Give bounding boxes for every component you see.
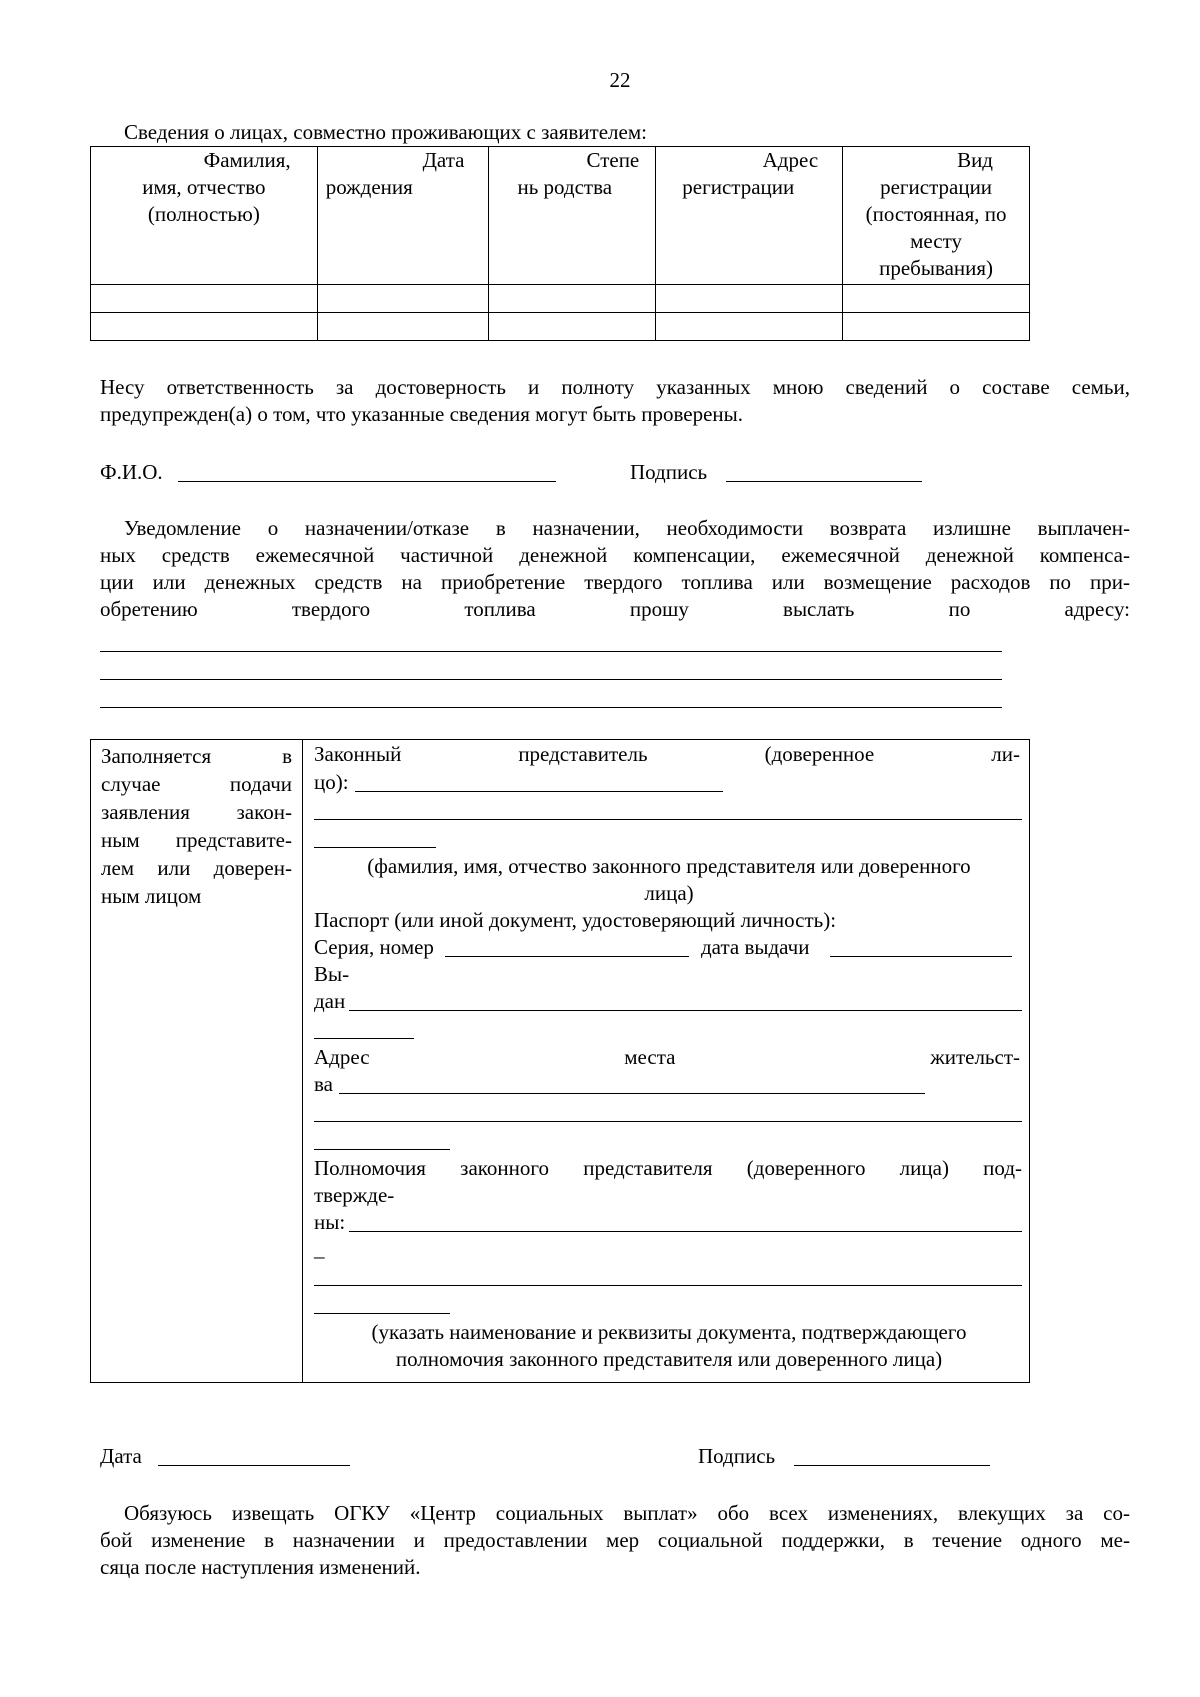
- header-address-l2: регистрации: [682, 175, 795, 199]
- cohabitants-table: [90, 146, 1030, 341]
- rep-line-1: [314, 742, 1020, 767]
- address-field-1[interactable]: [100, 651, 1002, 652]
- address-line-2: ва: [314, 1072, 333, 1096]
- header-birthdate: [317, 147, 489, 285]
- fio-field[interactable]: [178, 481, 556, 482]
- rep-address-field-1[interactable]: [339, 1093, 925, 1094]
- header-birthdate-l1: Дата: [422, 148, 465, 172]
- table-cell[interactable]: [91, 313, 318, 341]
- table-header-row: [91, 147, 1030, 285]
- representative-fields: [303, 740, 1029, 1382]
- rep-note-line: Заполняется в: [101, 744, 292, 768]
- rep-note-line: ным лицом: [101, 884, 202, 908]
- rep-note-line: ным представите-: [101, 828, 292, 852]
- table-cell[interactable]: [489, 313, 656, 341]
- doc-hint-1: (указать наименование и реквизиты документа, подтверждающего: [371, 1320, 967, 1344]
- responsibility-line-1: Несу ответственность за достоверность и полноту указанных мною сведений о составе семьи,: [100, 375, 1130, 399]
- rep-address-field-3[interactable]: [314, 1149, 450, 1150]
- word: обретению: [100, 597, 198, 621]
- word: (доверенное: [764, 742, 875, 766]
- notification-line-1: Уведомление о назначении/отказе в назначении, необходимости возврата излишне выплачен-: [124, 516, 1130, 540]
- header-birthdate-l2: рождения: [325, 175, 413, 199]
- rep-line-2: цо):: [314, 770, 349, 794]
- header-relation: [489, 147, 656, 285]
- powers-field-1[interactable]: [349, 1231, 1022, 1232]
- table-row[interactable]: [91, 313, 1030, 341]
- obligation-line-3: сяца после наступления изменений.: [100, 1555, 421, 1579]
- issue-date-field[interactable]: [830, 956, 1012, 957]
- header-name-l2: имя, отчество: [142, 175, 266, 199]
- header-regtype-l1: Вид: [957, 148, 993, 172]
- fio-label: Ф.И.О.: [100, 460, 163, 484]
- signature-label-1: Подпись: [630, 460, 708, 484]
- header-regtype-l5: пребывания): [879, 256, 994, 280]
- powers-line-1: Полномочия законного представителя (доверенного лица) под-: [314, 1156, 1022, 1180]
- rep-name-field-3[interactable]: [314, 847, 436, 848]
- table-cell[interactable]: [656, 285, 843, 313]
- responsibility-paragraph: [100, 374, 1130, 428]
- header-registration-type: [843, 147, 1030, 285]
- table-cell[interactable]: [489, 285, 656, 313]
- table-cell[interactable]: [656, 313, 843, 341]
- word: прошу: [629, 597, 689, 621]
- word: Законный: [314, 742, 402, 766]
- word: твердого: [291, 597, 371, 621]
- word: Адрес: [314, 1045, 370, 1069]
- powers-field-2[interactable]: [314, 1285, 1022, 1286]
- word: адресу:: [1064, 597, 1130, 621]
- issued-by-label-1: Вы-: [314, 962, 350, 986]
- obligation-line-1: Обязуюсь извещать ОГКУ «Центр социальных выплат» обо всех изменениях, влекущих за со-: [124, 1501, 1130, 1525]
- responsibility-line-2: предупрежден(а) о том, что указанные сведения могут быть проверены.: [100, 402, 744, 426]
- representative-box: [90, 739, 1030, 1383]
- issued-by-label-2: дан: [314, 989, 346, 1013]
- notification-paragraph: [100, 515, 1130, 623]
- signature-label-2: Подпись: [698, 1444, 776, 1468]
- address-field-2[interactable]: [100, 679, 1002, 680]
- word: топлива: [464, 597, 536, 621]
- word: выслать: [783, 597, 855, 621]
- header-address-l1: Адрес: [762, 148, 819, 172]
- obligation-paragraph: [100, 1500, 1130, 1581]
- word: по: [948, 597, 971, 621]
- header-name-l1: Фамилия,: [203, 148, 291, 172]
- header-address: [656, 147, 843, 285]
- obligation-line-2: бой изменение в назначении и предоставлении мер социальной поддержки, в течение одного ме-: [100, 1528, 1130, 1552]
- notification-line-2: ных средств ежемесячной частичной денежной компенсации, ежемесячной денежной компенса-: [100, 543, 1130, 567]
- header-name: [91, 147, 318, 285]
- rep-name-field-2[interactable]: [314, 819, 1022, 820]
- header-relation-l2: нь родства: [517, 175, 613, 199]
- table-cell[interactable]: [317, 313, 489, 341]
- table-row[interactable]: [91, 285, 1030, 313]
- powers-line-2: тверждe-: [314, 1183, 395, 1207]
- rep-note-line: случае подачи: [101, 772, 292, 796]
- header-regtype-l4: месту: [910, 229, 962, 253]
- address-field-3[interactable]: [100, 707, 1002, 708]
- date-field[interactable]: [158, 1465, 350, 1466]
- issued-by-field-1[interactable]: [349, 1010, 1022, 1011]
- word: ли-: [991, 742, 1020, 766]
- header-name-l3: (полностью): [147, 202, 260, 226]
- notification-line-3: ции или денежных средств на приобретение твердого топлива или возмещение расходов по при-: [100, 570, 1130, 594]
- header-regtype-l3: (постоянная, по: [865, 202, 1007, 226]
- series-field[interactable]: [445, 956, 689, 957]
- rep-note-line: заявления закон-: [101, 800, 292, 824]
- signature-field-2[interactable]: [794, 1465, 990, 1466]
- signature-field-1[interactable]: [726, 481, 922, 482]
- powers-field-3[interactable]: [314, 1313, 450, 1314]
- passport-label: Паспорт (или иной документ, удостоверяющий личность):: [314, 908, 837, 932]
- series-label: Серия, номер: [314, 935, 434, 959]
- word: представитель: [518, 742, 648, 766]
- word: жительст-: [930, 1045, 1020, 1069]
- page-number: 22: [609, 68, 631, 92]
- table-cell[interactable]: [843, 285, 1030, 313]
- table-cell[interactable]: [317, 285, 489, 313]
- rep-address-field-2[interactable]: [314, 1121, 1022, 1122]
- issued-by-field-2[interactable]: [314, 1038, 414, 1039]
- table-cell[interactable]: [843, 313, 1030, 341]
- powers-dash: _: [314, 1237, 325, 1261]
- powers-line-3: ны:: [314, 1210, 346, 1234]
- notification-line-4: [100, 596, 1130, 623]
- issue-date-label: дата выдачи: [701, 935, 810, 959]
- name-hint-1: (фамилия, имя, отчество законного представителя или доверенного: [367, 854, 971, 878]
- cohabitants-title: Сведения о лицах, совместно проживающих с заявителем:: [124, 120, 647, 144]
- doc-hint-2: полномочия законного представителя или доверенного лица): [395, 1347, 943, 1371]
- address-line-1: [314, 1045, 1020, 1070]
- representative-note: [91, 740, 303, 1382]
- table-cell[interactable]: [91, 285, 318, 313]
- name-hint-2: лица): [644, 881, 694, 905]
- header-regtype-l2: регистрации: [880, 175, 993, 199]
- rep-name-field-1[interactable]: [355, 791, 723, 792]
- rep-note-line: лем или доверен-: [101, 856, 292, 880]
- word: места: [624, 1045, 676, 1069]
- header-relation-l1: Степе: [586, 148, 640, 172]
- date-label: Дата: [100, 1444, 142, 1468]
